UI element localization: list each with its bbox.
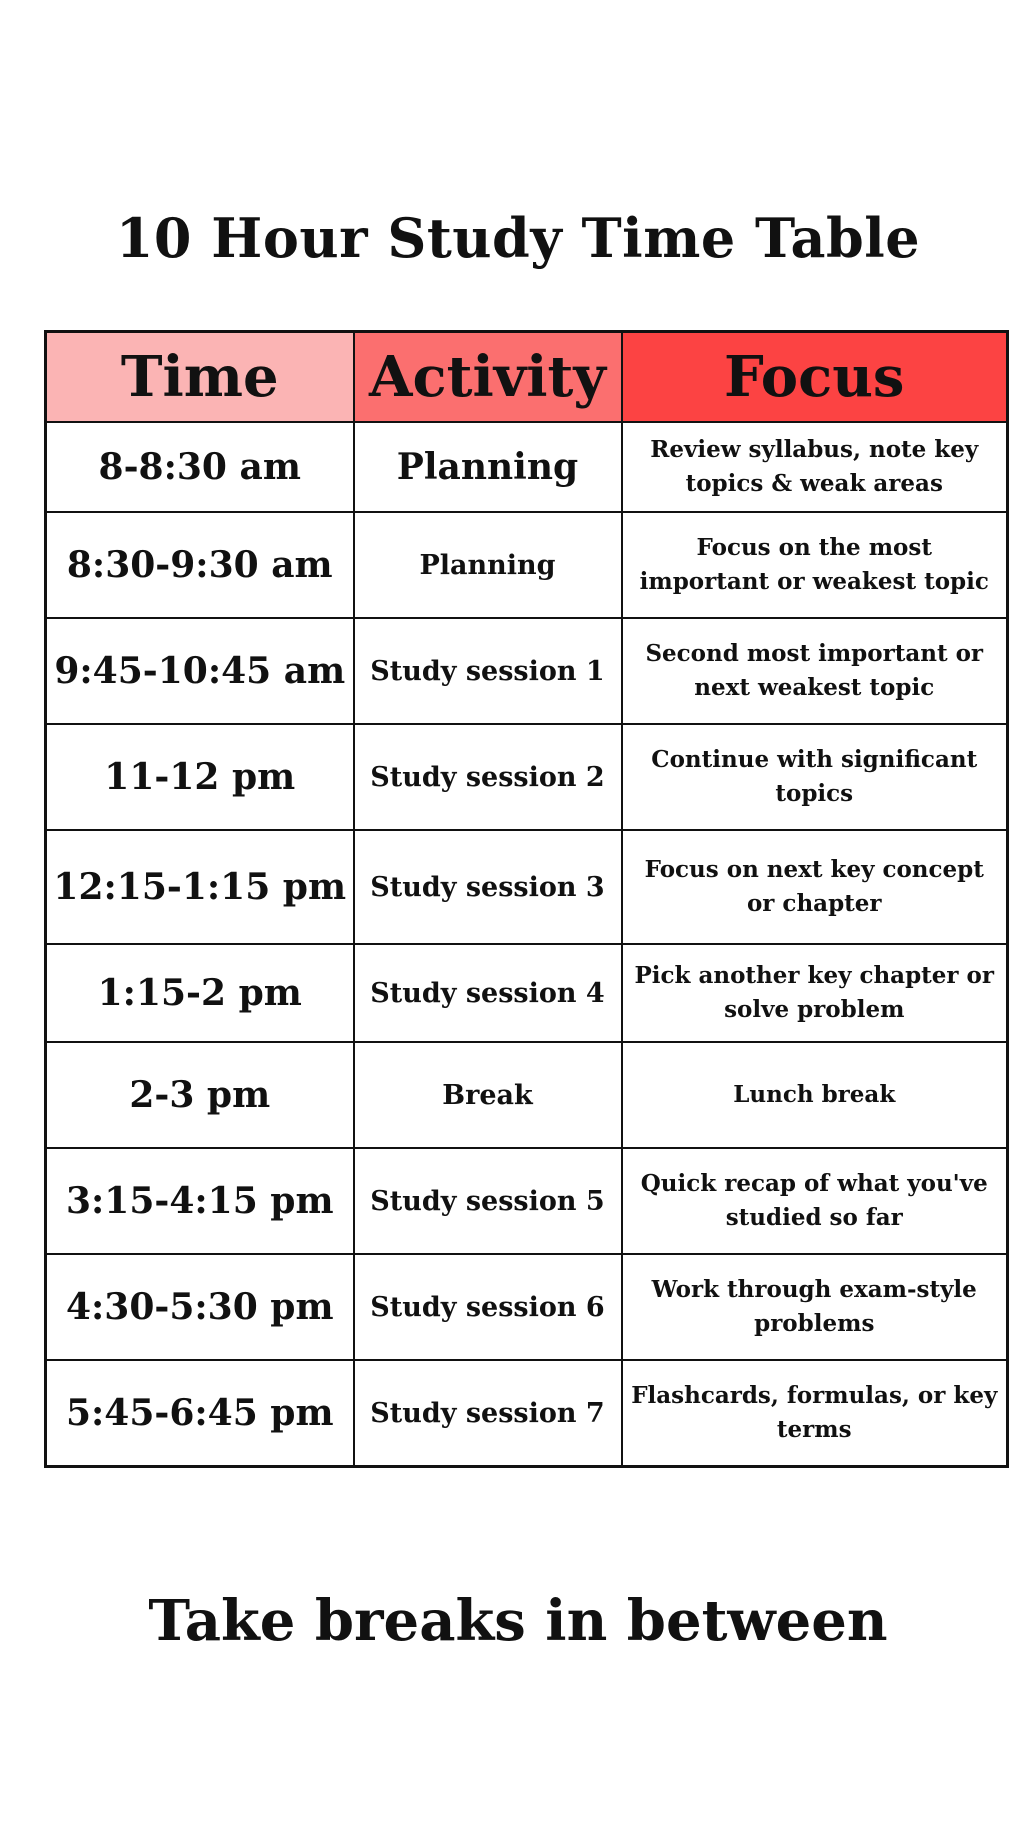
table-row	[46, 724, 1008, 830]
focus-cell: Pick another key chapter or solve problem	[622, 944, 1008, 1042]
activity-cell: Study session 7	[354, 1360, 622, 1467]
table-row	[46, 1042, 1008, 1148]
focus-cell: Focus on the most important or weakest topic	[622, 512, 1008, 618]
focus-cell: Lunch break	[622, 1042, 1008, 1148]
activity-cell: Planning	[354, 512, 622, 618]
activity-cell: Study session 5	[354, 1148, 622, 1254]
timetable-container	[44, 330, 1006, 1468]
time-cell: 12:15-1:15 pm	[46, 830, 354, 944]
study-timetable	[44, 330, 1009, 1468]
activity-cell: Study session 3	[354, 830, 622, 944]
focus-cell: Second most important or next weakest topic	[622, 618, 1008, 724]
focus-cell: Focus on next key concept or chapter	[622, 830, 1008, 944]
time-cell: 9:45-10:45 am	[46, 618, 354, 724]
activity-cell: Study session 2	[354, 724, 622, 830]
header-time: Time	[46, 332, 354, 423]
header-activity: Activity	[354, 332, 622, 423]
time-cell: 5:45-6:45 pm	[46, 1360, 354, 1467]
focus-cell: Flashcards, formulas, or key terms	[622, 1360, 1008, 1467]
time-cell: 3:15-4:15 pm	[46, 1148, 354, 1254]
header-focus: Focus	[622, 332, 1008, 423]
time-cell: 1:15-2 pm	[46, 944, 354, 1042]
focus-cell: Continue with significant topics	[622, 724, 1008, 830]
page-title: 10 Hour Study Time Table	[115, 206, 921, 270]
time-cell: 2-3 pm	[46, 1042, 354, 1148]
table-row	[46, 618, 1008, 724]
table-row	[46, 1360, 1008, 1467]
focus-cell: Work through exam-style problems	[622, 1254, 1008, 1360]
activity-cell: Planning	[354, 422, 622, 512]
time-cell: 8-8:30 am	[46, 422, 354, 512]
activity-cell: Study session 4	[354, 944, 622, 1042]
activity-cell: Study session 6	[354, 1254, 622, 1360]
table-row	[46, 512, 1008, 618]
time-cell: 4:30-5:30 pm	[46, 1254, 354, 1360]
footer-note: Take breaks in between	[148, 1588, 888, 1654]
focus-cell: Review syllabus, note key topics & weak areas	[622, 422, 1008, 512]
activity-cell: Break	[354, 1042, 622, 1148]
activity-cell: Study session 1	[354, 618, 622, 724]
table-row	[46, 830, 1008, 944]
table-row	[46, 422, 1008, 512]
table-row	[46, 944, 1008, 1042]
header-row	[46, 332, 1008, 423]
time-cell: 11-12 pm	[46, 724, 354, 830]
time-cell: 8:30-9:30 am	[46, 512, 354, 618]
table-row	[46, 1148, 1008, 1254]
focus-cell: Quick recap of what you've studied so far	[622, 1148, 1008, 1254]
table-row	[46, 1254, 1008, 1360]
